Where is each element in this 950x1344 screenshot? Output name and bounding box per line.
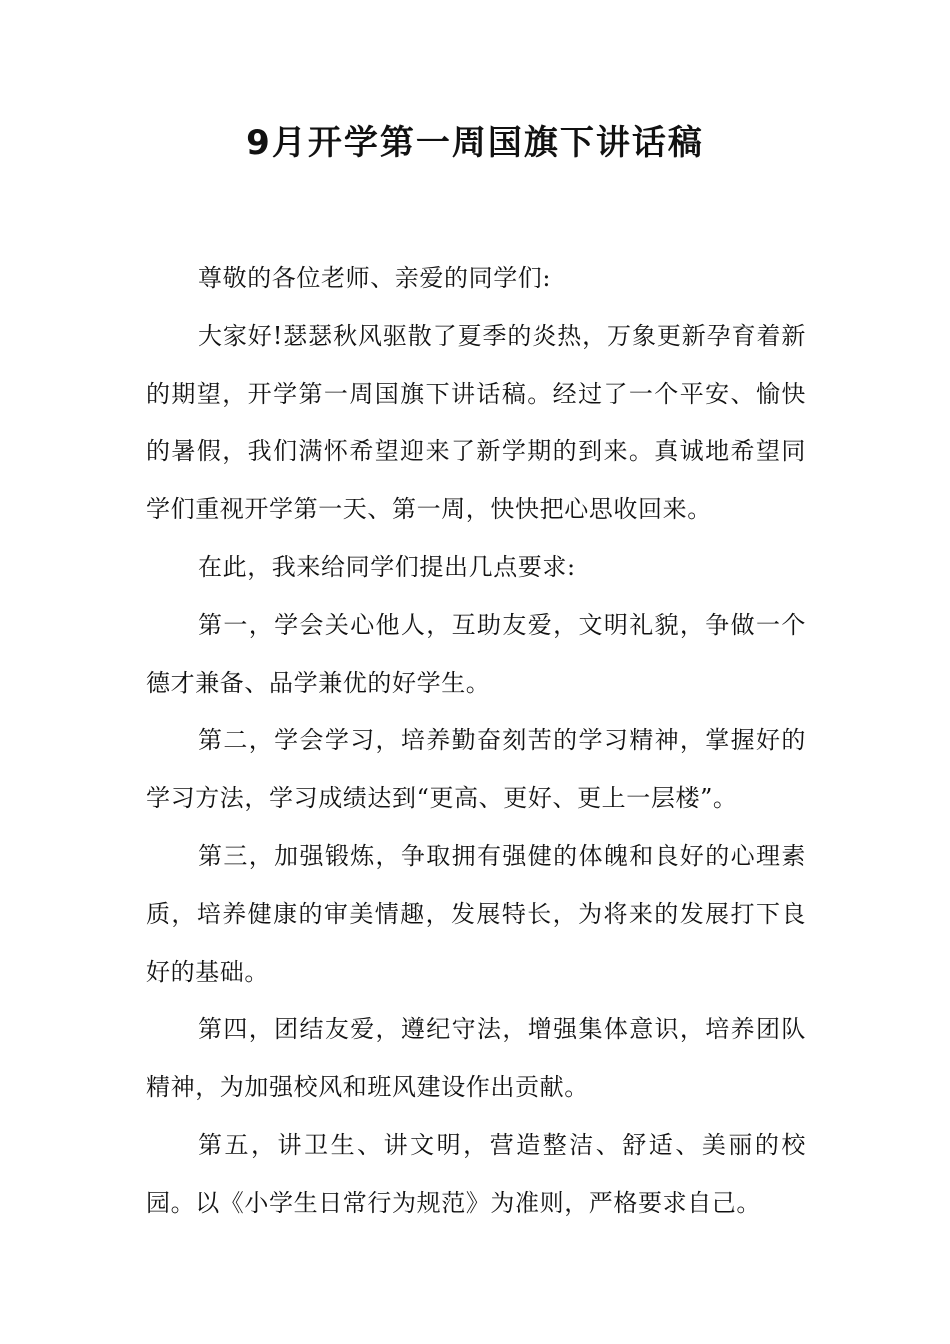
requirement-5-paragraph: 第五，讲卫生、讲文明，营造整洁、舒适、美丽的校园。以《小学生日常行为规范》为准则，严格要求自己。 xyxy=(146,1130,806,1217)
document-body xyxy=(146,250,806,1233)
intro-requirements-paragraph: 在此，我来给同学们提出几点要求: xyxy=(198,552,576,581)
requirement-1-paragraph: 第一，学会关心他人，互助友爱，文明礼貌，争做一个德才兼备、品学兼优的好学生。 xyxy=(146,610,806,697)
requirement-2-paragraph: 第二，学会学习，培养勤奋刻苦的学习精神，掌握好的学习方法，学习成绩达到“更高、更好、更上一层楼”。 xyxy=(146,726,806,813)
requirement-3-paragraph: 第三，加强锻炼，争取拥有强健的体魄和良好的心理素质，培养健康的审美情趣，发展特长，为将来的发展打下良好的基础。 xyxy=(146,841,806,986)
salutation-paragraph: 尊敬的各位老师、亲爱的同学们: xyxy=(198,264,552,292)
greeting-paragraph: 大家好!瑟瑟秋风驱散了夏季的炎热，万象更新孕育着新的期望，开学第一周国旗下讲话稿。经过了一个平安、愉快的暑假，我们满怀希望迎来了新学期的到来。真诚地希望同学们重视开学第一天、第一周，快快把心思收回来。 xyxy=(146,321,806,524)
document-title: 9月开学第一周国旗下讲话稿 xyxy=(246,123,704,163)
requirement-4-paragraph: 第四，团结友爱，遵纪守法，增强集体意识，培养团队精神，为加强校风和班风建设作出贡献。 xyxy=(146,1015,806,1102)
